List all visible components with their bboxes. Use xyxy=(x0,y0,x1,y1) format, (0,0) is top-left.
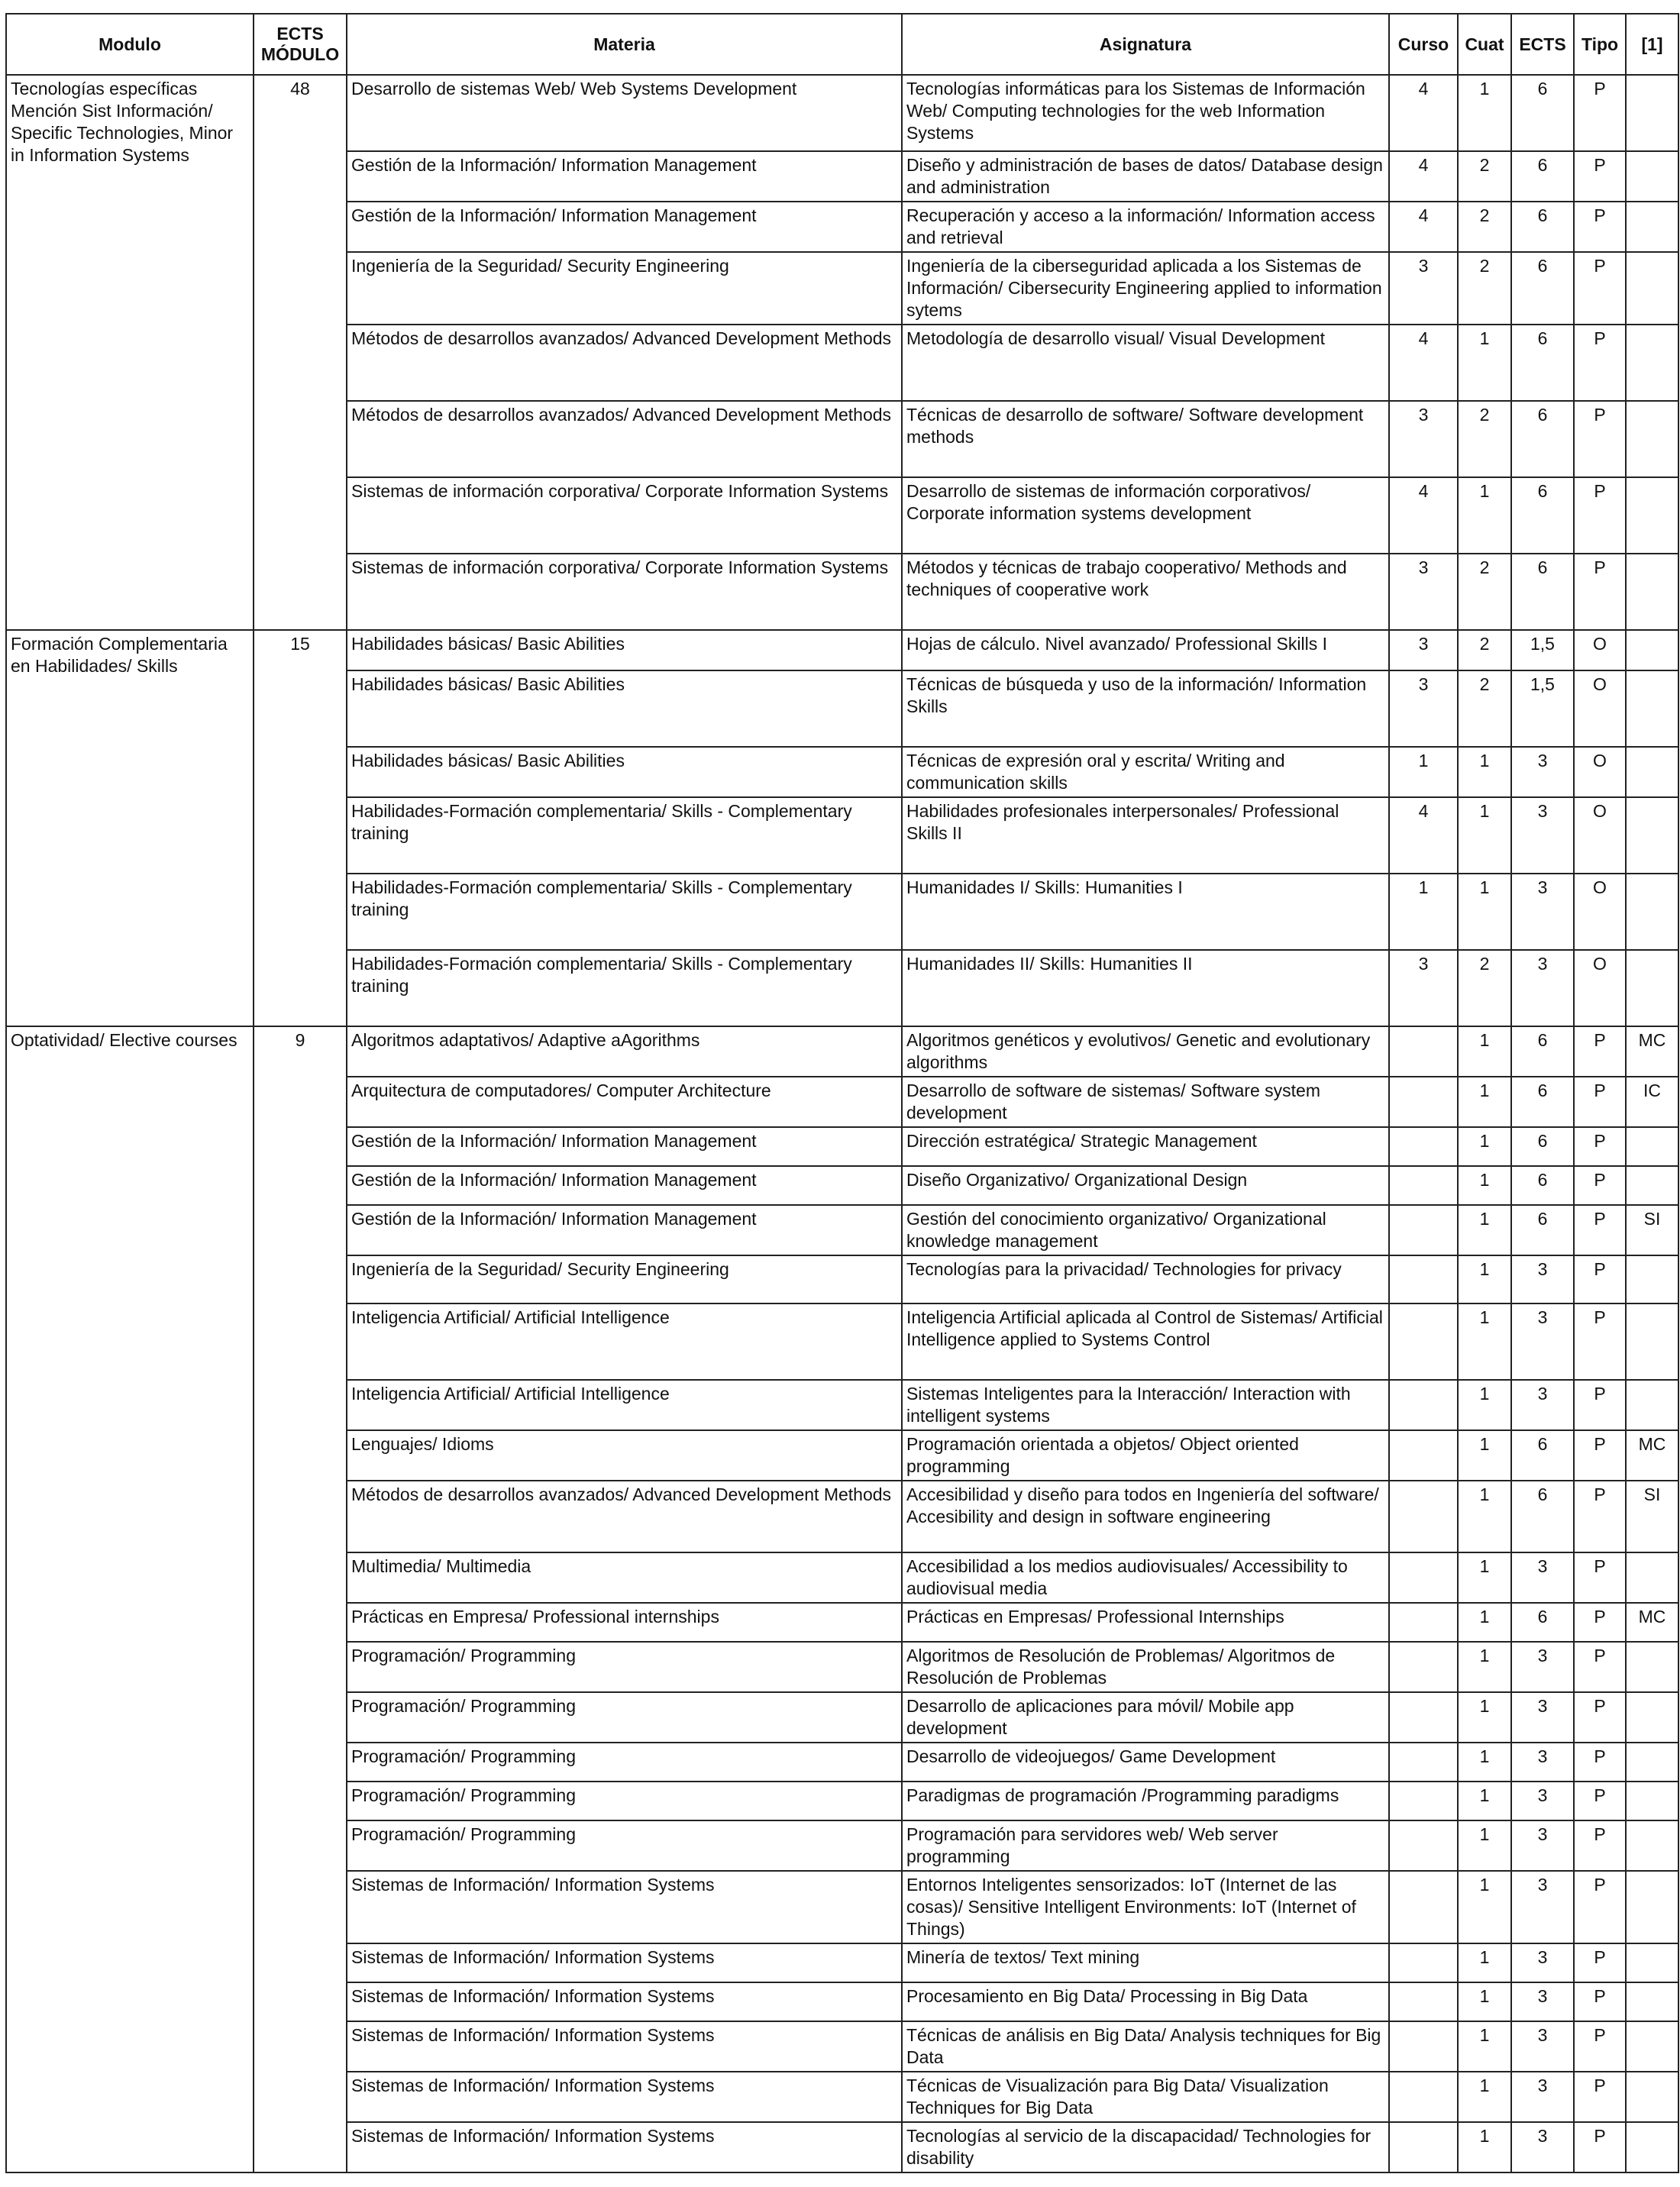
tipo-cell: P xyxy=(1574,151,1626,202)
curso-cell xyxy=(1389,1255,1458,1303)
curso-cell xyxy=(1389,1077,1458,1127)
cuat-cell: 2 xyxy=(1458,202,1511,252)
curso-cell xyxy=(1389,1982,1458,2021)
ects-cell: 3 xyxy=(1511,1820,1574,1871)
ects-cell: 6 xyxy=(1511,1205,1574,1255)
tipo-cell: P xyxy=(1574,1481,1626,1552)
module-ects-cell: 15 xyxy=(254,630,347,1026)
asignatura-cell: Ingeniería de la ciberseguridad aplicada a los Sistemas de Información/ Cibersecurity Engineering applied to information sytems xyxy=(902,252,1389,325)
materia-cell: Métodos de desarrollos avanzados/ Advanced Development Methods xyxy=(347,1481,902,1552)
asignatura-cell: Habilidades profesionales interpersonales/ Professional Skills II xyxy=(902,797,1389,874)
nota-cell xyxy=(1626,2122,1678,2172)
tipo-cell: P xyxy=(1574,1782,1626,1820)
nota-cell xyxy=(1626,1692,1678,1743)
ects-cell: 6 xyxy=(1511,1166,1574,1205)
header-modulo: Modulo xyxy=(6,14,254,75)
module-name-cell: Formación Complementaria en Habilidades/ Skills xyxy=(6,630,254,1026)
ects-cell: 6 xyxy=(1511,1127,1574,1166)
cuat-cell: 2 xyxy=(1458,554,1511,630)
tipo-cell: P xyxy=(1574,1552,1626,1603)
curso-cell xyxy=(1389,1692,1458,1743)
tipo-cell: P xyxy=(1574,1743,1626,1782)
materia-cell: Ingeniería de la Seguridad/ Security Engineering xyxy=(347,1255,902,1303)
cuat-cell: 1 xyxy=(1458,1205,1511,1255)
cuat-cell: 1 xyxy=(1458,1692,1511,1743)
materia-cell: Gestión de la Información/ Information Management xyxy=(347,1127,902,1166)
curso-cell: 4 xyxy=(1389,202,1458,252)
nota-cell xyxy=(1626,401,1678,477)
nota-cell xyxy=(1626,554,1678,630)
asignatura-cell: Entornos Inteligentes sensorizados: IoT (Internet de las cosas)/ Sensitive Intelligent Environments: IoT (Internet of Things) xyxy=(902,1871,1389,1943)
materia-cell: Sistemas de Información/ Information Systems xyxy=(347,1982,902,2021)
header-ects-modulo xyxy=(254,14,347,75)
cuat-cell: 2 xyxy=(1458,630,1511,670)
asignatura-cell: Metodología de desarrollo visual/ Visual Development xyxy=(902,325,1389,401)
materia-cell: Programación/ Programming xyxy=(347,1692,902,1743)
tipo-cell: P xyxy=(1574,1166,1626,1205)
ects-cell: 6 xyxy=(1511,1603,1574,1642)
tipo-cell: P xyxy=(1574,1943,1626,1982)
ects-cell: 3 xyxy=(1511,1303,1574,1380)
materia-cell: Gestión de la Información/ Information Management xyxy=(347,1166,902,1205)
materia-cell: Gestión de la Información/ Information Management xyxy=(347,202,902,252)
nota-cell xyxy=(1626,1166,1678,1205)
curso-cell xyxy=(1389,1943,1458,1982)
materia-cell: Gestión de la Información/ Information Management xyxy=(347,151,902,202)
curso-cell xyxy=(1389,1743,1458,1782)
nota-cell: MC xyxy=(1626,1430,1678,1481)
cuat-cell: 1 xyxy=(1458,1303,1511,1380)
curso-cell xyxy=(1389,1430,1458,1481)
ects-cell: 3 xyxy=(1511,1255,1574,1303)
nota-cell: MC xyxy=(1626,1026,1678,1077)
tipo-cell: P xyxy=(1574,1077,1626,1127)
tipo-cell: P xyxy=(1574,1380,1626,1430)
nota-cell xyxy=(1626,670,1678,747)
cuat-cell: 1 xyxy=(1458,1943,1511,1982)
module-name-cell: Tecnologías específicas Mención Sist Información/ Specific Technologies, Minor in Information Systems xyxy=(6,75,254,630)
ects-cell: 1,5 xyxy=(1511,630,1574,670)
curso-cell xyxy=(1389,1603,1458,1642)
nota-cell xyxy=(1626,151,1678,202)
ects-cell: 3 xyxy=(1511,2021,1574,2072)
nota-cell xyxy=(1626,2021,1678,2072)
cuat-cell: 1 xyxy=(1458,2122,1511,2172)
asignatura-cell: Técnicas de análisis en Big Data/ Analysis techniques for Big Data xyxy=(902,2021,1389,2072)
nota-cell xyxy=(1626,874,1678,950)
asignatura-cell: Desarrollo de sistemas de información corporativos/ Corporate information systems development xyxy=(902,477,1389,554)
asignatura-cell: Técnicas de búsqueda y uso de la información/ Information Skills xyxy=(902,670,1389,747)
cuat-cell: 1 xyxy=(1458,2072,1511,2122)
nota-cell xyxy=(1626,797,1678,874)
asignatura-cell: Tecnologías informáticas para los Sistemas de Información Web/ Computing technologies for the web Information Systems xyxy=(902,75,1389,151)
asignatura-cell: Paradigmas de programación /Programming paradigms xyxy=(902,1782,1389,1820)
materia-cell: Sistemas de información corporativa/ Corporate Information Systems xyxy=(347,554,902,630)
nota-cell xyxy=(1626,1642,1678,1692)
nota-cell: SI xyxy=(1626,1205,1678,1255)
tipo-cell: O xyxy=(1574,747,1626,797)
curso-cell xyxy=(1389,1380,1458,1430)
curriculum-table xyxy=(5,13,1679,2173)
asignatura-cell: Técnicas de desarrollo de software/ Software development methods xyxy=(902,401,1389,477)
tipo-cell: O xyxy=(1574,874,1626,950)
materia-cell: Prácticas en Empresa/ Professional internships xyxy=(347,1603,902,1642)
header-cuat: Cuat xyxy=(1458,14,1511,75)
table-row xyxy=(6,75,1678,151)
curso-cell: 4 xyxy=(1389,797,1458,874)
cuat-cell: 1 xyxy=(1458,1380,1511,1430)
ects-cell: 6 xyxy=(1511,1430,1574,1481)
ects-cell: 6 xyxy=(1511,151,1574,202)
tipo-cell: P xyxy=(1574,202,1626,252)
asignatura-cell: Dirección estratégica/ Strategic Management xyxy=(902,1127,1389,1166)
ects-cell: 3 xyxy=(1511,1552,1574,1603)
tipo-cell: P xyxy=(1574,325,1626,401)
nota-cell xyxy=(1626,1782,1678,1820)
nota-cell xyxy=(1626,630,1678,670)
materia-cell: Inteligencia Artificial/ Artificial Intelligence xyxy=(347,1380,902,1430)
header-asignatura: Asignatura xyxy=(902,14,1389,75)
nota-cell xyxy=(1626,1943,1678,1982)
ects-cell: 3 xyxy=(1511,1692,1574,1743)
tipo-cell: O xyxy=(1574,630,1626,670)
asignatura-cell: Técnicas de Visualización para Big Data/ Visualization Techniques for Big Data xyxy=(902,2072,1389,2122)
nota-cell xyxy=(1626,1127,1678,1166)
nota-cell xyxy=(1626,1820,1678,1871)
cuat-cell: 1 xyxy=(1458,1255,1511,1303)
cuat-cell: 1 xyxy=(1458,797,1511,874)
tipo-cell: P xyxy=(1574,1430,1626,1481)
curso-cell xyxy=(1389,1642,1458,1692)
cuat-cell: 1 xyxy=(1458,1743,1511,1782)
tipo-cell: P xyxy=(1574,252,1626,325)
header-nota: [1] xyxy=(1626,14,1678,75)
asignatura-cell: Humanidades I/ Skills: Humanities I xyxy=(902,874,1389,950)
curso-cell xyxy=(1389,1481,1458,1552)
ects-cell: 6 xyxy=(1511,477,1574,554)
ects-cell: 3 xyxy=(1511,797,1574,874)
materia-cell: Inteligencia Artificial/ Artificial Intelligence xyxy=(347,1303,902,1380)
tipo-cell: P xyxy=(1574,2072,1626,2122)
ects-cell: 3 xyxy=(1511,1642,1574,1692)
materia-cell: Habilidades-Formación complementaria/ Skills - Complementary training xyxy=(347,797,902,874)
materia-cell: Métodos de desarrollos avanzados/ Advanced Development Methods xyxy=(347,325,902,401)
curso-cell xyxy=(1389,2122,1458,2172)
asignatura-cell: Tecnologías para la privacidad/ Technologies for privacy xyxy=(902,1255,1389,1303)
curso-cell: 3 xyxy=(1389,554,1458,630)
cuat-cell: 1 xyxy=(1458,325,1511,401)
nota-cell xyxy=(1626,477,1678,554)
ects-cell: 1,5 xyxy=(1511,670,1574,747)
nota-cell xyxy=(1626,2072,1678,2122)
materia-cell: Métodos de desarrollos avanzados/ Advanced Development Methods xyxy=(347,401,902,477)
ects-cell: 3 xyxy=(1511,1782,1574,1820)
materia-cell: Lenguajes/ Idioms xyxy=(347,1430,902,1481)
curso-cell: 3 xyxy=(1389,670,1458,747)
ects-cell: 6 xyxy=(1511,1077,1574,1127)
cuat-cell: 1 xyxy=(1458,75,1511,151)
materia-cell: Arquitectura de computadores/ Computer Architecture xyxy=(347,1077,902,1127)
curso-cell xyxy=(1389,1166,1458,1205)
curso-cell: 1 xyxy=(1389,874,1458,950)
nota-cell xyxy=(1626,1982,1678,2021)
tipo-cell: P xyxy=(1574,1303,1626,1380)
curso-cell xyxy=(1389,1552,1458,1603)
module-ects-cell: 48 xyxy=(254,75,347,630)
nota-cell xyxy=(1626,1303,1678,1380)
table-row xyxy=(6,1026,1678,1077)
ects-cell: 6 xyxy=(1511,554,1574,630)
asignatura-cell: Accesibilidad y diseño para todos en Ingeniería del software/ Accesibility and design in software engineering xyxy=(902,1481,1389,1552)
asignatura-cell: Minería de textos/ Text mining xyxy=(902,1943,1389,1982)
ects-cell: 6 xyxy=(1511,202,1574,252)
materia-cell: Ingeniería de la Seguridad/ Security Engineering xyxy=(347,252,902,325)
curso-cell: 3 xyxy=(1389,252,1458,325)
materia-cell: Sistemas de Información/ Information Systems xyxy=(347,1871,902,1943)
curso-cell xyxy=(1389,1782,1458,1820)
cuat-cell: 1 xyxy=(1458,1430,1511,1481)
asignatura-cell: Programación orientada a objetos/ Object oriented programming xyxy=(902,1430,1389,1481)
asignatura-cell: Accesibilidad a los medios audiovisuales/ Accessibility to audiovisual media xyxy=(902,1552,1389,1603)
tipo-cell: O xyxy=(1574,950,1626,1026)
asignatura-cell: Algoritmos de Resolución de Problemas/ Algoritmos de Resolución de Problemas xyxy=(902,1642,1389,1692)
cuat-cell: 1 xyxy=(1458,1642,1511,1692)
curso-cell xyxy=(1389,1127,1458,1166)
tipo-cell: P xyxy=(1574,2122,1626,2172)
nota-cell: SI xyxy=(1626,1481,1678,1552)
curso-cell xyxy=(1389,1871,1458,1943)
materia-cell: Habilidades básicas/ Basic Abilities xyxy=(347,670,902,747)
nota-cell: MC xyxy=(1626,1603,1678,1642)
nota-cell xyxy=(1626,1552,1678,1603)
ects-cell: 6 xyxy=(1511,1026,1574,1077)
materia-cell: Programación/ Programming xyxy=(347,1820,902,1871)
curso-cell: 3 xyxy=(1389,401,1458,477)
cuat-cell: 1 xyxy=(1458,1552,1511,1603)
header-tipo: Tipo xyxy=(1574,14,1626,75)
asignatura-cell: Procesamiento en Big Data/ Processing in Big Data xyxy=(902,1982,1389,2021)
tipo-cell: O xyxy=(1574,797,1626,874)
curso-cell xyxy=(1389,2021,1458,2072)
asignatura-cell: Algoritmos genéticos y evolutivos/ Genetic and evolutionary algorithms xyxy=(902,1026,1389,1077)
curso-cell xyxy=(1389,1820,1458,1871)
nota-cell: IC xyxy=(1626,1077,1678,1127)
cuat-cell: 1 xyxy=(1458,1026,1511,1077)
asignatura-cell: Diseño Organizativo/ Organizational Design xyxy=(902,1166,1389,1205)
asignatura-cell: Hojas de cálculo. Nivel avanzado/ Professional Skills I xyxy=(902,630,1389,670)
ects-cell: 3 xyxy=(1511,2072,1574,2122)
tipo-cell: P xyxy=(1574,1820,1626,1871)
tipo-cell: P xyxy=(1574,1982,1626,2021)
asignatura-cell: Tecnologías al servicio de la discapacidad/ Technologies for disability xyxy=(902,2122,1389,2172)
nota-cell xyxy=(1626,747,1678,797)
curso-cell: 4 xyxy=(1389,151,1458,202)
cuat-cell: 1 xyxy=(1458,1782,1511,1820)
ects-cell: 3 xyxy=(1511,874,1574,950)
cuat-cell: 1 xyxy=(1458,1077,1511,1127)
asignatura-cell: Métodos y técnicas de trabajo cooperativo/ Methods and techniques of cooperative work xyxy=(902,554,1389,630)
curso-cell: 1 xyxy=(1389,747,1458,797)
nota-cell xyxy=(1626,75,1678,151)
tipo-cell: P xyxy=(1574,1871,1626,1943)
curso-cell xyxy=(1389,1303,1458,1380)
asignatura-cell: Gestión del conocimiento organizativo/ Organizational knowledge management xyxy=(902,1205,1389,1255)
header-materia: Materia xyxy=(347,14,902,75)
ects-cell: 3 xyxy=(1511,1871,1574,1943)
cuat-cell: 2 xyxy=(1458,670,1511,747)
module-ects-cell: 9 xyxy=(254,1026,347,2172)
nota-cell xyxy=(1626,252,1678,325)
asignatura-cell: Humanidades II/ Skills: Humanities II xyxy=(902,950,1389,1026)
tipo-cell: P xyxy=(1574,401,1626,477)
tipo-cell: P xyxy=(1574,477,1626,554)
asignatura-cell: Desarrollo de videojuegos/ Game Development xyxy=(902,1743,1389,1782)
cuat-cell: 2 xyxy=(1458,401,1511,477)
asignatura-cell: Diseño y administración de bases de datos/ Database design and administration xyxy=(902,151,1389,202)
asignatura-cell: Inteligencia Artificial aplicada al Control de Sistemas/ Artificial Intelligence applied to Systems Control xyxy=(902,1303,1389,1380)
nota-cell xyxy=(1626,950,1678,1026)
tipo-cell: P xyxy=(1574,1255,1626,1303)
materia-cell: Programación/ Programming xyxy=(347,1642,902,1692)
curso-cell: 4 xyxy=(1389,477,1458,554)
materia-cell: Gestión de la Información/ Information Management xyxy=(347,1205,902,1255)
materia-cell: Habilidades-Formación complementaria/ Skills - Complementary training xyxy=(347,874,902,950)
table-row xyxy=(6,630,1678,670)
header-curso: Curso xyxy=(1389,14,1458,75)
nota-cell xyxy=(1626,1743,1678,1782)
curso-cell: 3 xyxy=(1389,950,1458,1026)
materia-cell: Habilidades básicas/ Basic Abilities xyxy=(347,747,902,797)
materia-cell: Sistemas de información corporativa/ Corporate Information Systems xyxy=(347,477,902,554)
tipo-cell: P xyxy=(1574,1127,1626,1166)
cuat-cell: 1 xyxy=(1458,477,1511,554)
asignatura-cell: Programación para servidores web/ Web server programming xyxy=(902,1820,1389,1871)
cuat-cell: 1 xyxy=(1458,1982,1511,2021)
tipo-cell: P xyxy=(1574,1603,1626,1642)
asignatura-cell: Recuperación y acceso a la información/ Information access and retrieval xyxy=(902,202,1389,252)
curso-cell: 3 xyxy=(1389,630,1458,670)
cuat-cell: 1 xyxy=(1458,2021,1511,2072)
nota-cell xyxy=(1626,1380,1678,1430)
nota-cell xyxy=(1626,1255,1678,1303)
table-body xyxy=(6,75,1678,2172)
ects-cell: 3 xyxy=(1511,950,1574,1026)
cuat-cell: 1 xyxy=(1458,1871,1511,1943)
nota-cell xyxy=(1626,1871,1678,1943)
materia-cell: Sistemas de Información/ Information Systems xyxy=(347,2122,902,2172)
header-ects: ECTS xyxy=(1511,14,1574,75)
header-ects-modulo-line1: ECTS xyxy=(276,24,324,44)
materia-cell: Habilidades-Formación complementaria/ Skills - Complementary training xyxy=(347,950,902,1026)
materia-cell: Multimedia/ Multimedia xyxy=(347,1552,902,1603)
curso-cell xyxy=(1389,2072,1458,2122)
nota-cell xyxy=(1626,202,1678,252)
materia-cell: Sistemas de Información/ Information Systems xyxy=(347,1943,902,1982)
cuat-cell: 1 xyxy=(1458,747,1511,797)
materia-cell: Programación/ Programming xyxy=(347,1743,902,1782)
tipo-cell: P xyxy=(1574,1692,1626,1743)
materia-cell: Algoritmos adaptativos/ Adaptive aAgorithms xyxy=(347,1026,902,1077)
ects-cell: 6 xyxy=(1511,401,1574,477)
tipo-cell: P xyxy=(1574,1642,1626,1692)
asignatura-cell: Técnicas de expresión oral y escrita/ Writing and communication skills xyxy=(902,747,1389,797)
cuat-cell: 2 xyxy=(1458,151,1511,202)
asignatura-cell: Desarrollo de aplicaciones para móvil/ Mobile app development xyxy=(902,1692,1389,1743)
cuat-cell: 1 xyxy=(1458,1481,1511,1552)
cuat-cell: 1 xyxy=(1458,874,1511,950)
materia-cell: Sistemas de Información/ Information Systems xyxy=(347,2021,902,2072)
cuat-cell: 1 xyxy=(1458,1127,1511,1166)
materia-cell: Habilidades básicas/ Basic Abilities xyxy=(347,630,902,670)
ects-cell: 6 xyxy=(1511,75,1574,151)
ects-cell: 6 xyxy=(1511,325,1574,401)
materia-cell: Programación/ Programming xyxy=(347,1782,902,1820)
asignatura-cell: Prácticas en Empresas/ Professional Internships xyxy=(902,1603,1389,1642)
ects-cell: 3 xyxy=(1511,1982,1574,2021)
curso-cell: 4 xyxy=(1389,325,1458,401)
tipo-cell: O xyxy=(1574,670,1626,747)
tipo-cell: P xyxy=(1574,554,1626,630)
cuat-cell: 2 xyxy=(1458,950,1511,1026)
header-row xyxy=(6,14,1678,75)
materia-cell: Sistemas de Información/ Information Systems xyxy=(347,2072,902,2122)
tipo-cell: P xyxy=(1574,75,1626,151)
ects-cell: 3 xyxy=(1511,1743,1574,1782)
asignatura-cell: Desarrollo de software de sistemas/ Software system development xyxy=(902,1077,1389,1127)
tipo-cell: P xyxy=(1574,1026,1626,1077)
ects-cell: 3 xyxy=(1511,2122,1574,2172)
cuat-cell: 2 xyxy=(1458,252,1511,325)
asignatura-cell: Sistemas Inteligentes para la Interacción/ Interaction with intelligent systems xyxy=(902,1380,1389,1430)
curso-cell xyxy=(1389,1026,1458,1077)
cuat-cell: 1 xyxy=(1458,1603,1511,1642)
header-ects-modulo-line2: MÓDULO xyxy=(260,44,340,64)
materia-cell: Desarrollo de sistemas Web/ Web Systems Development xyxy=(347,75,902,151)
ects-cell: 6 xyxy=(1511,252,1574,325)
curso-cell: 4 xyxy=(1389,75,1458,151)
cuat-cell: 1 xyxy=(1458,1820,1511,1871)
module-name-cell: Optatividad/ Elective courses xyxy=(6,1026,254,2172)
tipo-cell: P xyxy=(1574,2021,1626,2072)
ects-cell: 6 xyxy=(1511,1481,1574,1552)
cuat-cell: 1 xyxy=(1458,1166,1511,1205)
tipo-cell: P xyxy=(1574,1205,1626,1255)
ects-cell: 3 xyxy=(1511,1943,1574,1982)
ects-cell: 3 xyxy=(1511,747,1574,797)
curso-cell xyxy=(1389,1205,1458,1255)
nota-cell xyxy=(1626,325,1678,401)
ects-cell: 3 xyxy=(1511,1380,1574,1430)
